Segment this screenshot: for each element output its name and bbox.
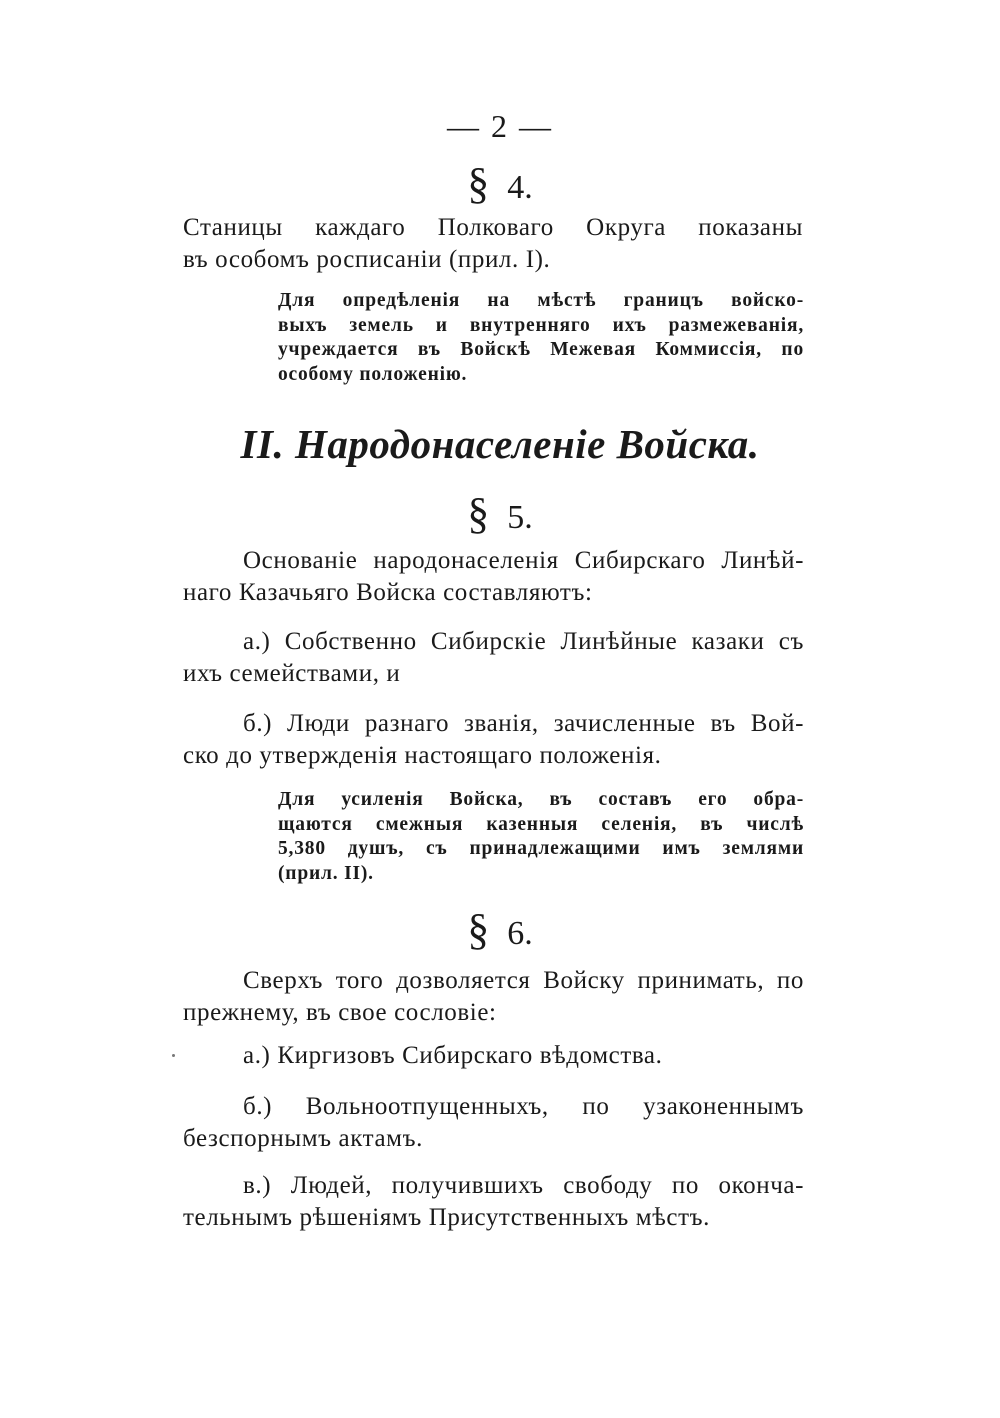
note-line: щаются смежныя казенныя селенія, въ числѣ xyxy=(278,813,804,835)
page-number: — 2 — xyxy=(447,108,553,144)
section-4-heading xyxy=(0,158,1000,209)
section-number: 6. xyxy=(507,915,533,952)
section-sign: § xyxy=(467,159,490,208)
note-line: Для опредѣленія на мѣстѣ границъ войско- xyxy=(278,290,804,311)
text-line: Станицы каждаго Полковаго Округа показаны xyxy=(183,214,803,241)
chapter-heading: II. Народонаселеніе Войска. xyxy=(240,421,760,467)
note-line: (прил. II). xyxy=(278,862,374,884)
section-4-note xyxy=(278,289,804,387)
section-sign: § xyxy=(467,905,490,954)
section-6-intro-line-2: прежнему, въ свое сословіе: xyxy=(183,999,497,1026)
section-number: 4. xyxy=(507,169,533,206)
section-5-heading xyxy=(0,488,1000,539)
section-4-text-line-1 xyxy=(183,212,803,244)
section-6-item-b-line-2: безспорнымъ актамъ. xyxy=(183,1125,423,1152)
margin-speck xyxy=(172,1054,175,1057)
section-6-item-b-line-1: б.) Вольноотпущенныхъ, по узаконеннымъ xyxy=(243,1093,804,1120)
note-line: особому положенію. xyxy=(278,363,468,385)
note-line: 5,380 душъ, съ принадлежащими имъ землями xyxy=(278,838,804,859)
section-6-item-c-line-2: тельнымъ рѣшеніямъ Присутственныхъ мѣстъ. xyxy=(183,1204,710,1231)
note-line: Для усиленія Войска, въ составъ его обра- xyxy=(278,789,804,810)
section-6-heading xyxy=(0,904,1000,955)
section-5-item-a-line-2: ихъ семействами, и xyxy=(183,660,401,687)
section-5-intro-line-1: Основаніе народонаселенія Сибирскаго Линѣй- xyxy=(243,547,804,574)
section-5-intro-line-2: наго Казачьяго Войска составляютъ: xyxy=(183,579,593,606)
section-number: 5. xyxy=(507,499,533,536)
section-5-item-a-line-1: а.) Собственно Сибирскіе Линѣйные казаки съ xyxy=(243,628,804,655)
section-4-text-line-2: въ особомъ росписаніи (прил. I). xyxy=(183,246,551,273)
section-6-intro-line-1: Сверхъ того дозволяется Войску принимать, по xyxy=(243,967,804,994)
section-5-note xyxy=(278,788,804,886)
section-6-item-a: а.) Киргизовъ Сибирскаго вѣдомства. xyxy=(243,1042,663,1069)
section-5-item-b-line-1: б.) Люди разнаго званія, зачисленные въ Вой- xyxy=(243,710,804,737)
note-line: учреждается въ Войскѣ Межевая Коммиссія, по xyxy=(278,339,804,360)
section-6-item-c-line-1: в.) Людей, получившихъ свободу по оконча- xyxy=(243,1172,804,1199)
section-5-item-b-line-2: ско до утвержденія настоящаго положенія. xyxy=(183,742,662,769)
note-line: выхъ земель и внутренняго ихъ размежеванія, xyxy=(278,314,804,336)
section-sign: § xyxy=(467,489,490,538)
